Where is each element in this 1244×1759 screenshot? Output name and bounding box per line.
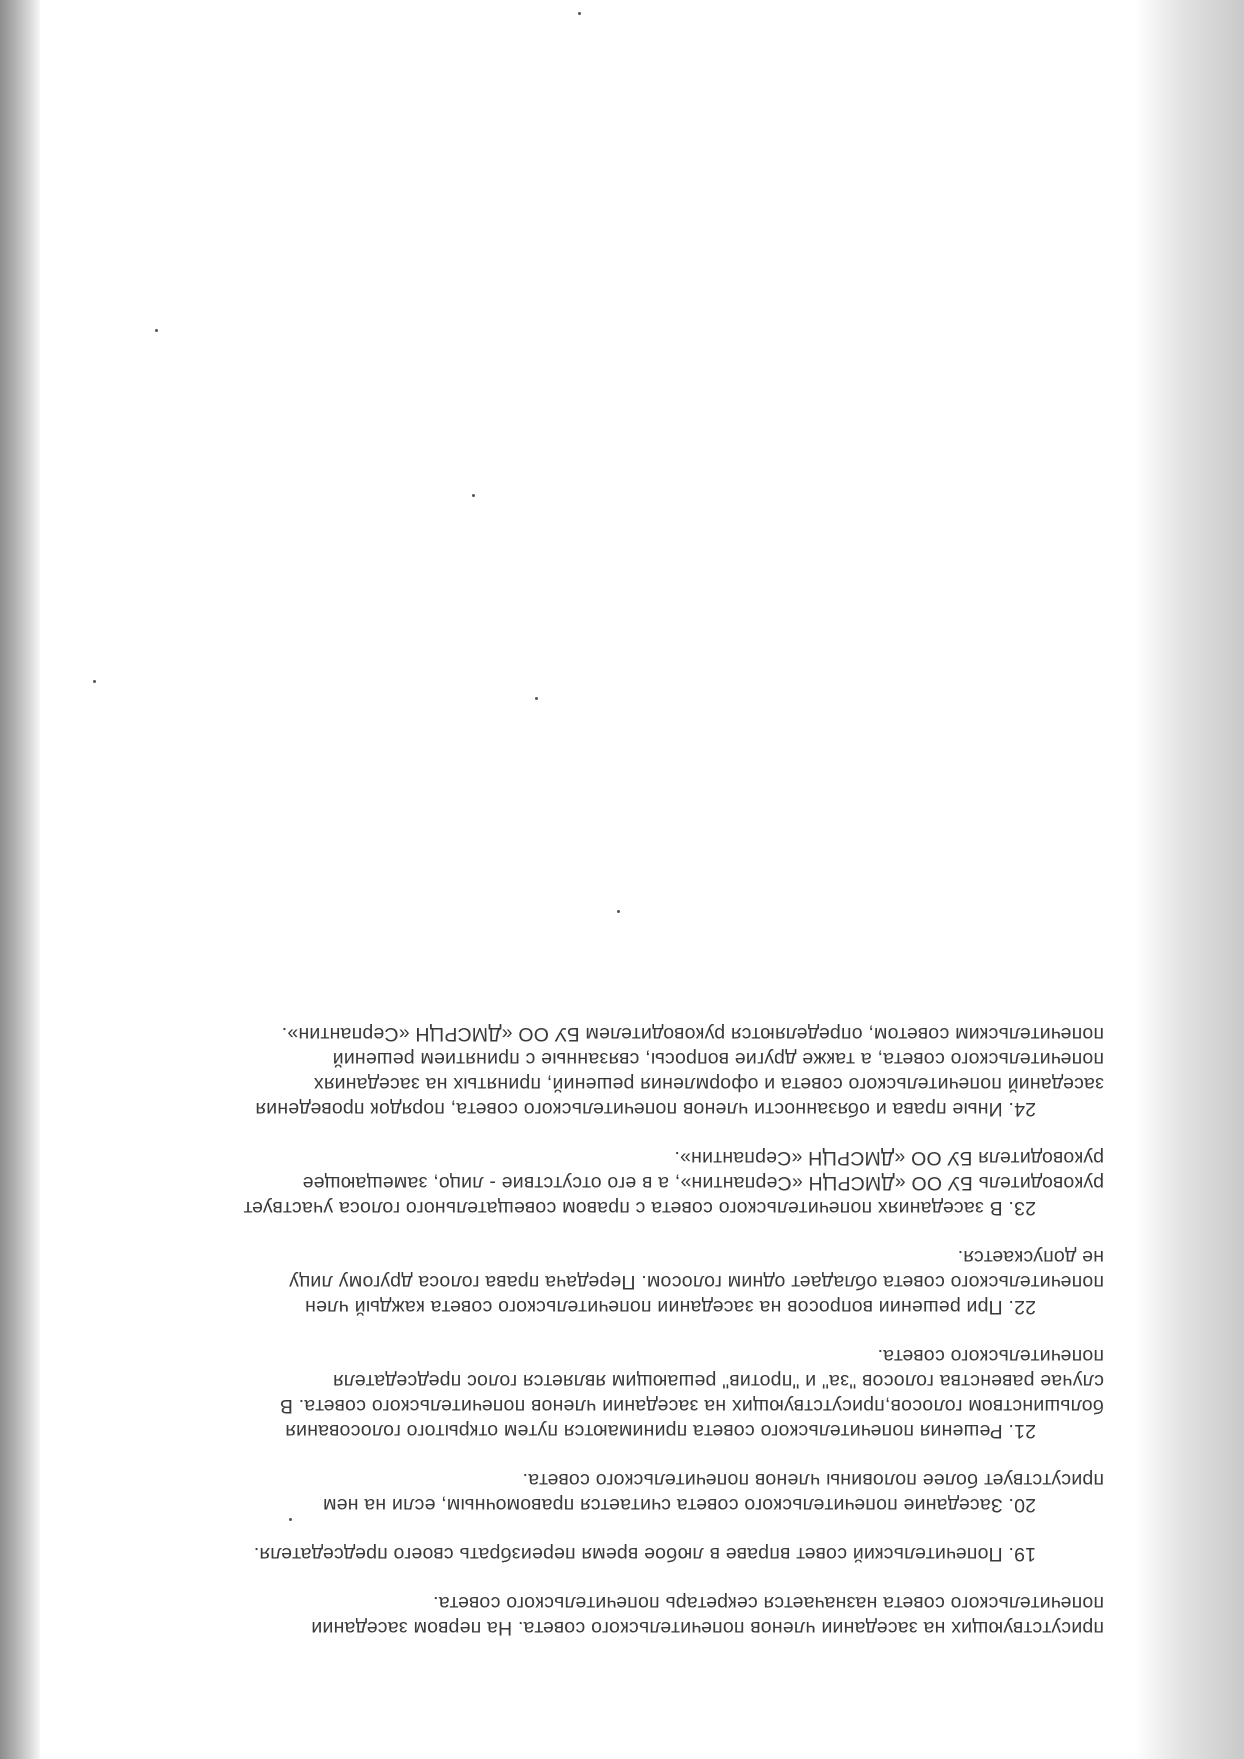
text-line: попечительским советом, определяются руководителем БУ ОО «ДМСРЦН «Серпантин». bbox=[281, 1023, 1104, 1045]
text-line: 19. Попечительский совет вправе в любое время переизбрать своего председателя. bbox=[253, 1543, 1036, 1565]
text-line: 22. При решении вопросов на заседании попечительского совета каждый член bbox=[304, 1296, 1036, 1318]
document-body bbox=[144, 997, 1104, 1640]
text-line: 21. Решения попечительского совета принимаются путем открытого голосования bbox=[285, 1420, 1036, 1442]
scan-speck bbox=[617, 910, 620, 913]
paragraph bbox=[144, 1590, 1104, 1640]
text-line: попечительского совета. bbox=[877, 1345, 1104, 1367]
paragraph bbox=[144, 1467, 1104, 1517]
text-line: не допускается. bbox=[957, 1246, 1104, 1268]
scan-speck bbox=[93, 680, 96, 683]
scan-speck bbox=[289, 1518, 292, 1521]
text-line: присутствует более половины членов попечительского совета. bbox=[522, 1469, 1104, 1491]
paragraph bbox=[144, 1244, 1104, 1319]
text-line: попечительского совета назначается секретарь попечительского совета. bbox=[432, 1592, 1104, 1614]
text-line: заседаний попечительского совета и оформления решений, принятых на заседаниях bbox=[313, 1073, 1104, 1095]
scan-speck bbox=[472, 494, 475, 497]
text-line: попечительского совета обладает одним голосом. Передача права голоса другому лицу bbox=[288, 1271, 1104, 1293]
text-line: 20. Заседание попечительского совета считается правомочным, если на нем bbox=[322, 1494, 1036, 1516]
text-line: попечительского совета, а также другие вопросы, связанные с принятием решений bbox=[332, 1048, 1104, 1070]
paragraph bbox=[144, 1021, 1104, 1121]
paragraph bbox=[144, 1145, 1104, 1220]
text-line: случае равенства голосов "за" и "против" решающим является голос председателя bbox=[332, 1370, 1104, 1392]
text-line: 24. Иные права и обязанности членов попечительского совета, порядок проведения bbox=[255, 1098, 1036, 1120]
text-line: руководителя БУ ОО «ДМСРЦН «Серпантин». bbox=[674, 1147, 1104, 1169]
text-line: большинством голосов,присутствующих на заседании членов попечительского совета. В bbox=[279, 1395, 1104, 1417]
paragraph bbox=[144, 1343, 1104, 1443]
scan-speck bbox=[535, 697, 538, 700]
scan-speck bbox=[578, 12, 581, 15]
scan-speck bbox=[155, 329, 158, 332]
text-line: руководитель БУ ОО «ДМСРЦН «Серпантин», а в его отсутствие - лицо, замещающее bbox=[302, 1172, 1104, 1194]
paragraph bbox=[144, 1541, 1104, 1566]
text-line: присутствующих на заседании членов попечительского совета. На первом заседании bbox=[311, 1617, 1104, 1639]
text-line: 23. В заседаниях попечительского совета с правом совещательного голоса участвует bbox=[243, 1197, 1036, 1219]
